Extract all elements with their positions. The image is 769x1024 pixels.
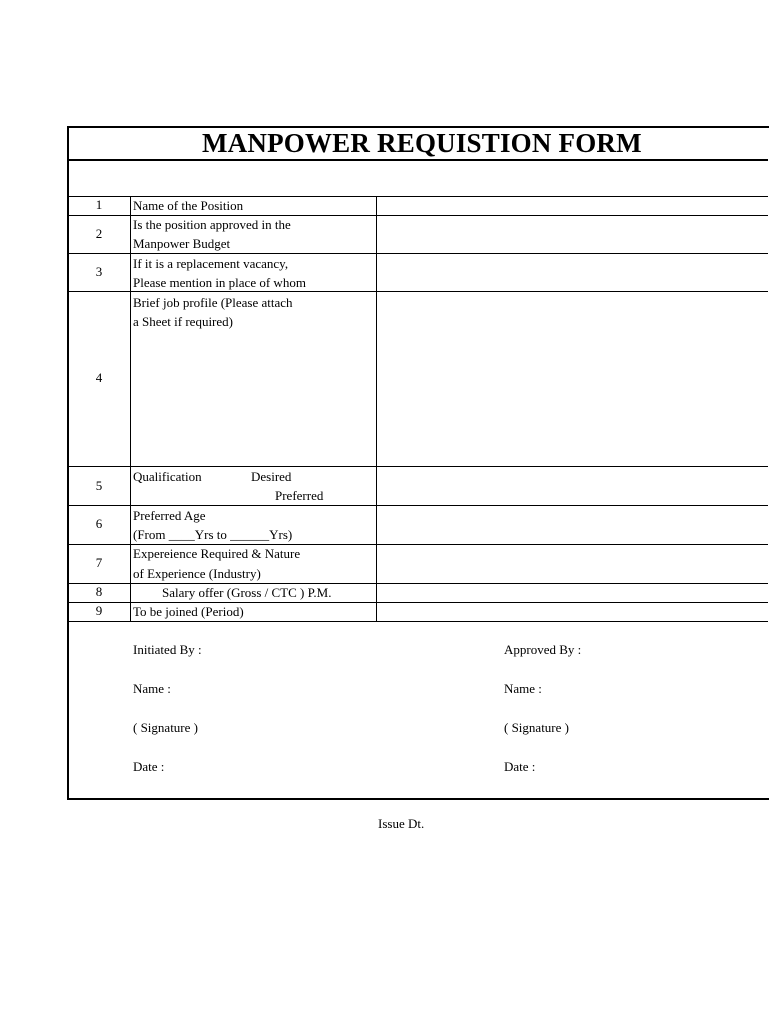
row-label: To be joined (Period)	[133, 604, 244, 619]
row-label: Preferred Age	[133, 508, 206, 523]
row-number: 3	[95, 264, 103, 279]
row-number: 7	[95, 555, 103, 570]
initiated-by-label: Initiated By :	[133, 642, 202, 657]
row-number: 6	[95, 516, 103, 531]
row-label-continued: of Experience (Industry)	[133, 566, 261, 581]
row-label: Qualification	[133, 469, 202, 484]
row-label: Salary offer (Gross / CTC ) P.M.	[162, 585, 332, 600]
table-bottom-line	[68, 621, 768, 622]
row-number: 8	[95, 584, 103, 599]
row-label: Expereience Required & Nature	[133, 546, 301, 561]
approver-signature-label: ( Signature )	[504, 720, 569, 735]
form-title: MANPOWER REQUISTION FORM	[202, 128, 642, 158]
row-label-continued: Manpower Budget	[133, 236, 231, 251]
qualification-desired-label: Desired	[251, 469, 292, 484]
initiator-date-label: Date :	[133, 759, 165, 774]
initiator-name-label: Name :	[133, 681, 171, 696]
row-number: 1	[95, 197, 103, 212]
row-label-continued: Please mention in place of whom	[133, 275, 306, 290]
row-number: 4	[95, 370, 103, 385]
approver-date-label: Date :	[504, 759, 536, 774]
initiator-signature-label: ( Signature )	[133, 720, 198, 735]
row-label: Name of the Position	[133, 198, 244, 213]
row-label: Brief job profile (Please attach	[133, 295, 293, 310]
approver-name-label: Name :	[504, 681, 542, 696]
row-number: 2	[95, 226, 103, 241]
approved-by-label: Approved By :	[504, 642, 582, 657]
row-number: 5	[95, 478, 103, 493]
row-label: Is the position approved in the	[133, 217, 291, 232]
row-number: 9	[95, 603, 103, 618]
title-divider	[68, 159, 768, 161]
row-label-continued: (From ____Yrs to ______Yrs)	[133, 527, 293, 542]
issue-date-label: Issue Dt.	[378, 816, 425, 831]
qualification-preferred-label: Preferred	[275, 488, 324, 503]
column-divider	[130, 196, 131, 621]
row-label: If it is a replacement vacancy,	[133, 256, 289, 271]
row-label-continued: a Sheet if required)	[133, 314, 233, 329]
column-divider	[376, 196, 377, 621]
